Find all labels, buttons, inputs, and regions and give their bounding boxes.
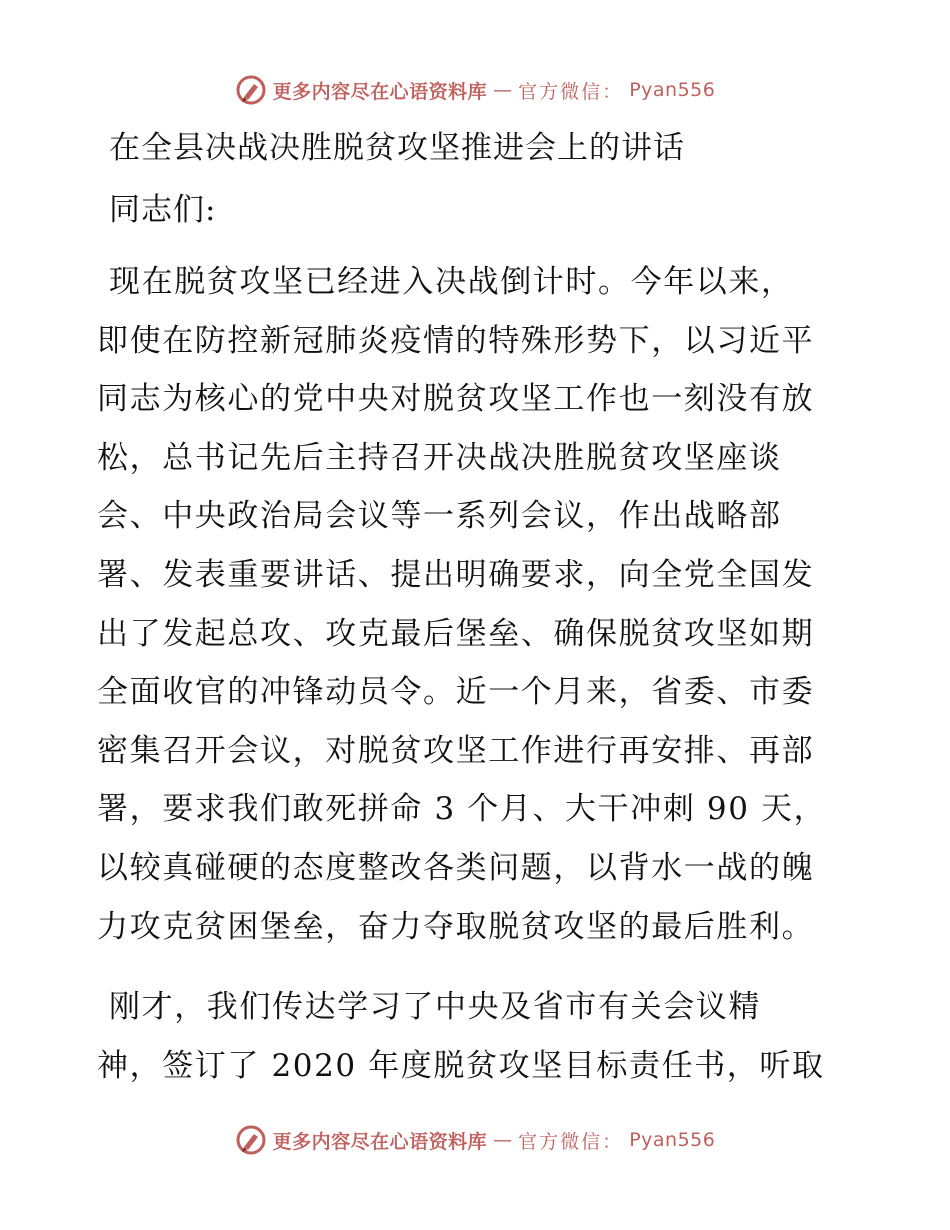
- paragraph-line: 同志为核心的党中央对脱贫攻坚工作也一刻没有放: [97, 381, 815, 418]
- watermark-wechat-label: 官方微信：: [518, 80, 624, 103]
- paragraph-line: 出了发起总攻、攻克最后堡垒、确保脱贫攻坚如期: [97, 615, 815, 652]
- paragraph-line: 即使在防控新冠肺炎疫情的特殊形势下，以习近平: [97, 322, 815, 359]
- watermark-dash: —: [493, 1129, 513, 1151]
- watermark-wechat-id: Pyan556: [629, 79, 716, 101]
- paragraph-line: 松，总书记先后主持召开决战决胜脱贫攻坚座谈: [97, 439, 782, 476]
- paragraph-line: 全面收官的冲锋动员令。近一个月来，省委、市委: [97, 674, 815, 711]
- paragraph-line: 署、发表重要讲话、提出明确要求，向全党全国发: [97, 556, 815, 593]
- pen-logo-icon: [235, 1124, 267, 1156]
- document-title: 在全县决战决胜脱贫攻坚推进会上的讲话: [109, 130, 685, 166]
- paragraph-line: 密集召开会议，对脱贫攻坚工作进行再安排、再部: [97, 732, 815, 769]
- document-body: [97, 125, 857, 1117]
- watermark-main-text: 更多内容尽在心语资料库: [272, 80, 488, 103]
- paragraph-2: [97, 978, 857, 1095]
- watermark-dash: —: [493, 79, 513, 101]
- paragraph-line: 现在脱贫攻坚已经进入决战倒计时。今年以来，: [109, 264, 794, 300]
- paragraph-line: 署，要求我们敢死拼命 3 个月、大干冲刺 90 天，: [97, 791, 827, 828]
- watermark-main-text: 更多内容尽在心语资料库: [272, 1130, 488, 1153]
- pen-logo-icon: [235, 74, 267, 106]
- footer-watermark: [0, 1120, 950, 1160]
- paragraph-line: 会、中央政治局会议等一系列会议，作出战略部: [97, 498, 782, 535]
- paragraph-1: [97, 253, 857, 956]
- paragraph-line: 刚才，我们传达学习了中央及省市有关会议精: [109, 989, 761, 1026]
- paragraph-line: 以较真碰硬的态度整改各类问题，以背水一战的魄: [97, 849, 815, 886]
- header-watermark: [0, 70, 950, 110]
- salutation: 同志们:: [109, 192, 217, 228]
- paragraph-line: 力攻克贫困堡垒，奋力夺取脱贫攻坚的最后胜利。: [97, 908, 815, 945]
- watermark-wechat-label: 官方微信：: [518, 1130, 624, 1153]
- watermark-wechat-id: Pyan556: [629, 1129, 716, 1151]
- paragraph-line: 神，签订了 2020 年度脱贫攻坚目标责任书，听取: [97, 1047, 825, 1084]
